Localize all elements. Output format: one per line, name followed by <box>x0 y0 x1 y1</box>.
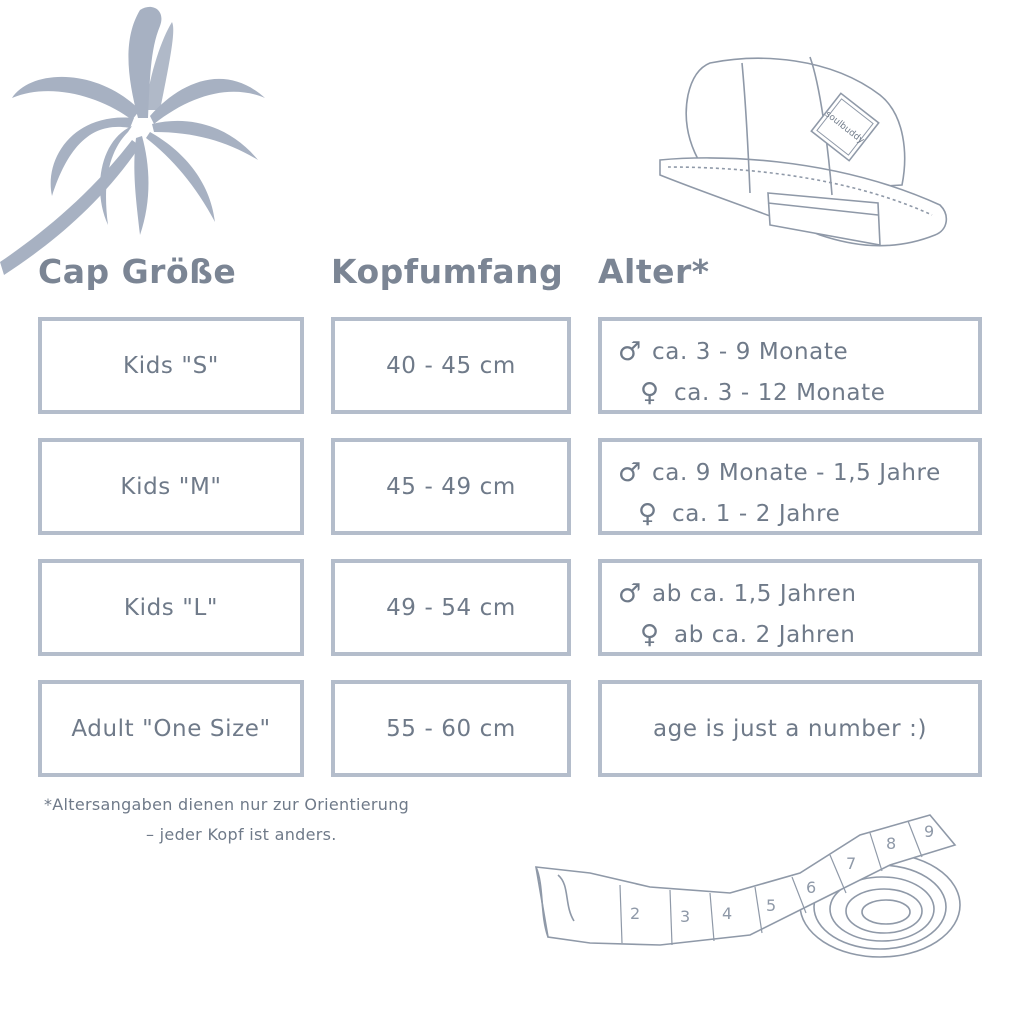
female-age-text: ab ca. 2 Jahren <box>674 622 856 648</box>
male-age-text: ab ca. 1,5 Jahren <box>652 581 857 607</box>
tape-number: 4 <box>722 904 733 923</box>
cap-illustration <box>650 55 955 265</box>
male-age-line <box>618 579 857 609</box>
tape-number: 3 <box>680 907 691 926</box>
size-cell <box>38 680 304 777</box>
age-cell <box>598 559 982 656</box>
circumference-value: 45 - 49 cm <box>386 473 516 500</box>
male-icon: ♂ <box>618 458 642 488</box>
footnote-line-1: *Altersangaben dienen nur zur Orientierung <box>44 795 410 814</box>
circumference-cell <box>331 680 571 777</box>
age-cell <box>598 317 982 414</box>
size-cell <box>38 559 304 656</box>
header-cap-size: Cap Größe <box>38 252 237 291</box>
age-text: age is just a number :) <box>652 715 928 742</box>
circumference-value: 40 - 45 cm <box>386 352 516 379</box>
male-age-line <box>618 458 941 488</box>
cap-logo-text: soulbuddy <box>822 109 866 147</box>
tape-number: 6 <box>806 878 817 897</box>
circumference-cell <box>331 559 571 656</box>
age-cell <box>598 438 982 535</box>
circumference-value: 55 - 60 cm <box>386 715 516 742</box>
measuring-tape-illustration <box>530 795 970 965</box>
size-label: Adult "One Size" <box>71 715 271 742</box>
circumference-value: 49 - 54 cm <box>386 594 516 621</box>
female-age-line <box>640 378 885 408</box>
age-cell <box>598 680 982 777</box>
male-icon: ♂ <box>618 337 642 367</box>
female-icon: ♀ <box>638 499 658 529</box>
male-icon: ♂ <box>618 579 642 609</box>
male-age-text: ca. 3 - 9 Monate <box>652 339 849 365</box>
footnote-line-2: – jeder Kopf ist anders. <box>146 825 337 844</box>
size-label: Kids "S" <box>123 352 219 379</box>
male-age-text: ca. 9 Monate - 1,5 Jahre <box>652 460 941 486</box>
size-label: Kids "L" <box>123 594 219 621</box>
tape-number: 5 <box>766 896 777 915</box>
female-icon: ♀ <box>640 620 660 650</box>
tape-number: 8 <box>886 834 897 853</box>
female-age-line <box>640 620 855 650</box>
male-age-line <box>618 337 848 367</box>
female-age-line <box>638 499 840 529</box>
tape-number: 2 <box>630 904 641 923</box>
female-age-text: ca. 3 - 12 Monate <box>674 380 886 406</box>
size-cell <box>38 317 304 414</box>
size-label: Kids "M" <box>120 473 222 500</box>
tape-number: 9 <box>924 822 935 841</box>
female-icon: ♀ <box>640 378 660 408</box>
size-cell <box>38 438 304 535</box>
header-head-circumference: Kopfumfang <box>331 252 564 291</box>
tape-number: 7 <box>846 854 857 873</box>
circumference-cell <box>331 317 571 414</box>
circumference-cell <box>331 438 571 535</box>
palm-tree-icon <box>0 0 280 280</box>
header-age: Alter* <box>598 252 710 291</box>
female-age-text: ca. 1 - 2 Jahre <box>672 501 841 527</box>
